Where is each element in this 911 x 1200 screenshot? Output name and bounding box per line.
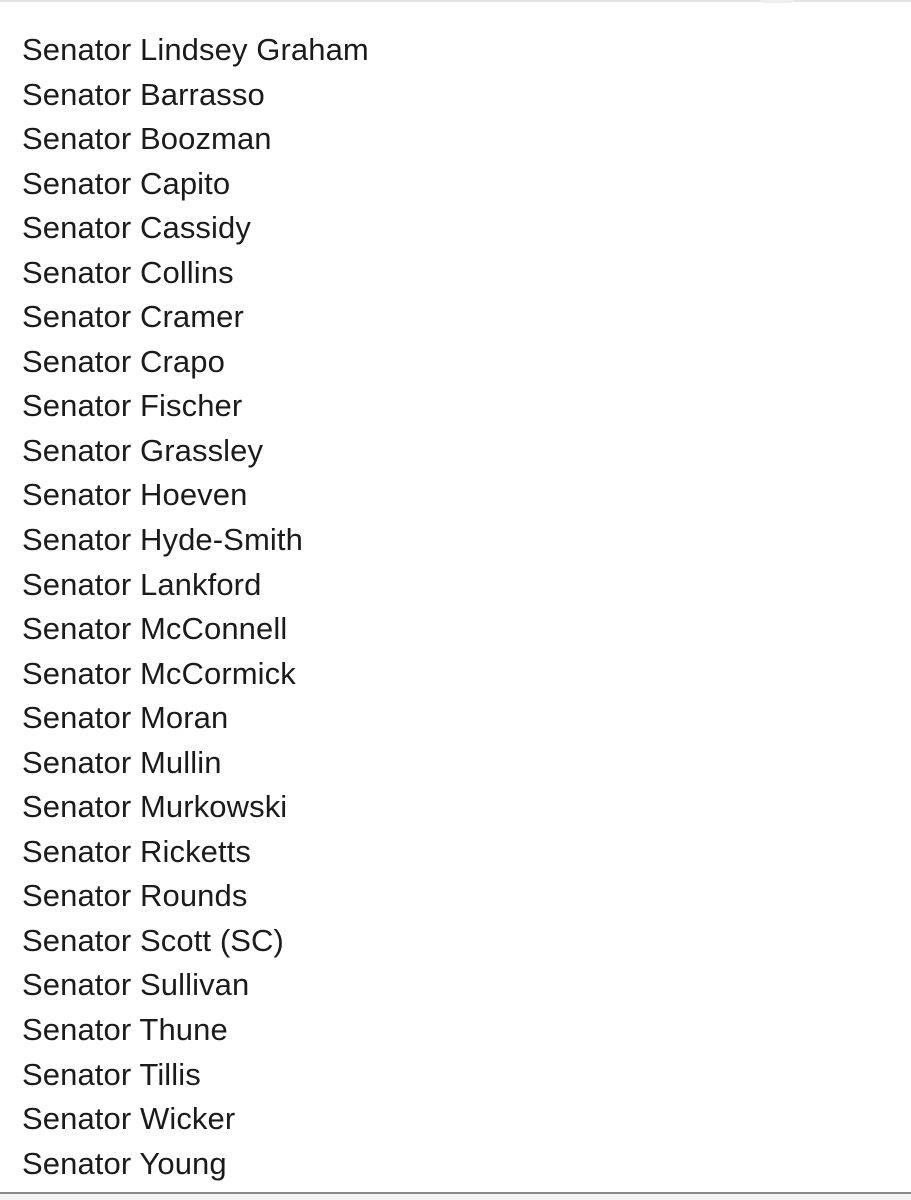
list-item: Senator Wicker — [22, 1101, 236, 1137]
list-item: Senator Moran — [22, 700, 229, 736]
senator-list — [22, 28, 369, 1186]
list-item: Senator Fischer — [22, 388, 243, 424]
list-item: Senator Hyde-Smith — [22, 522, 303, 558]
list-item: Senator Ricketts — [22, 833, 252, 869]
list-item: Senator Hoeven — [22, 477, 248, 513]
list-item: Senator Tillis — [22, 1056, 201, 1092]
list-item: Senator Murkowski — [22, 789, 288, 825]
list-item: Senator Grassley — [22, 432, 264, 468]
list-item: Senator Thune — [22, 1012, 228, 1048]
list-item: Senator Cramer — [22, 299, 244, 335]
list-item: Senator Scott (SC) — [22, 922, 284, 958]
list-item: Senator Lankford — [22, 566, 262, 602]
list-item: Senator McConnell — [22, 611, 288, 647]
list-item: Senator Rounds — [22, 878, 248, 914]
list-item: Senator Sullivan — [22, 967, 250, 1003]
list-item: Senator Crapo — [22, 343, 225, 379]
list-item: Senator Boozman — [22, 121, 272, 157]
list-item: Senator Collins — [22, 254, 234, 290]
list-item: Senator Cassidy — [22, 210, 251, 246]
list-item: Senator McCormick — [22, 655, 296, 691]
list-item: Senator Lindsey Graham — [22, 32, 369, 67]
list-item: Senator Barrasso — [22, 76, 265, 112]
list-item: Senator Young — [22, 1145, 227, 1181]
bottom-edge — [0, 1194, 911, 1200]
list-item: Senator Mullin — [22, 744, 222, 780]
list-item: Senator Capito — [22, 165, 231, 201]
top-edge-mark — [760, 0, 794, 3]
